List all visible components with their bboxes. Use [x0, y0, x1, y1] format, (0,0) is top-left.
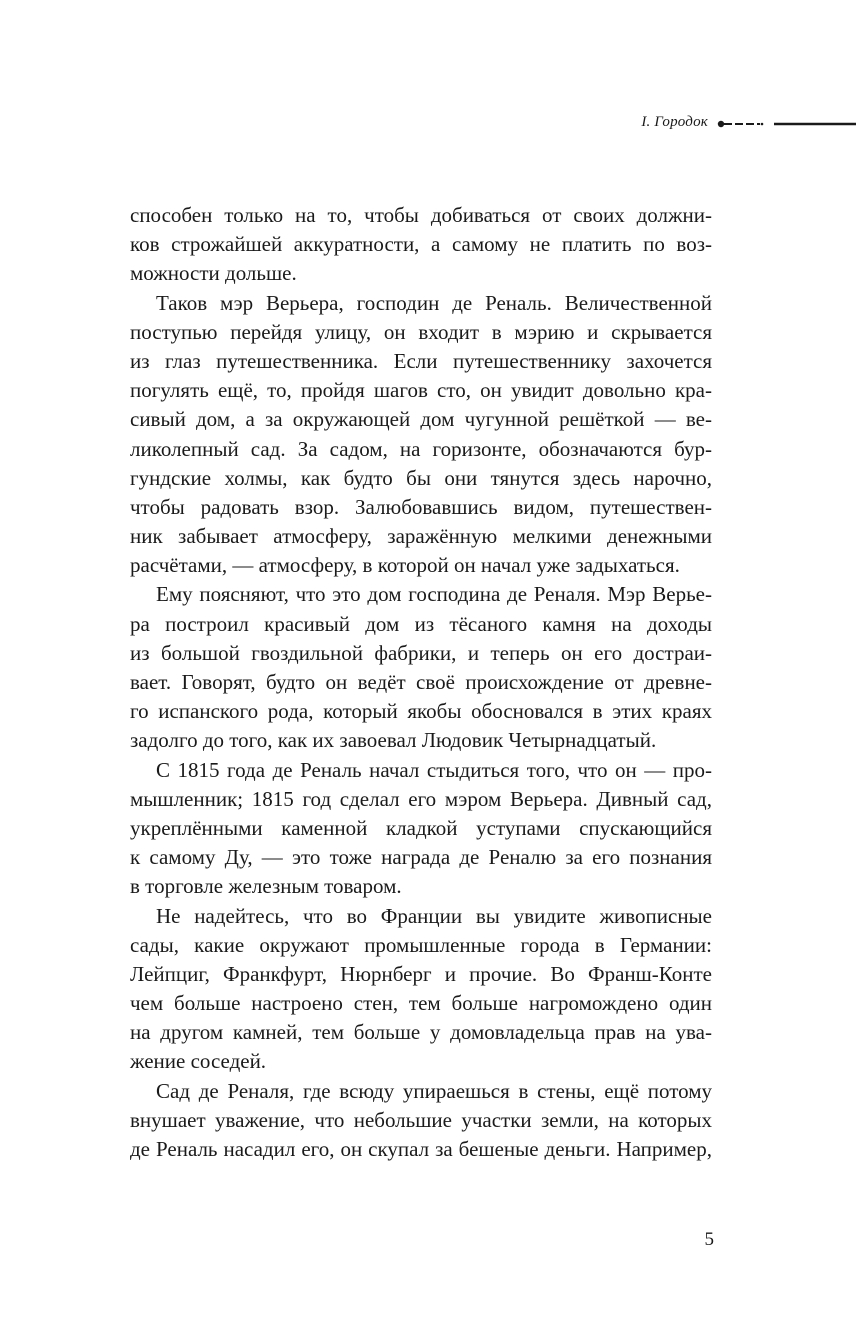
text-line: погулять ещё, то, пройдя шагов сто, он увидит довольно кра- [130, 378, 712, 403]
text-line: из большой гвоздильной фабрики, и теперь он его достраи- [130, 640, 712, 665]
text-line: на другом камней, тем больше у домовладельца прав на ува- [130, 1020, 712, 1045]
text-line: гундские холмы, как будто бы они тянутся здесь нарочно, [130, 465, 712, 490]
text-line: де Реналь насадил его, он скупал за бешеные деньги. Например, [130, 1137, 712, 1161]
text-line: Не надейтесь, что во Франции вы увидите живописные [156, 903, 712, 928]
text-line: задолго до того, как их завоевал Людовик Четырнадцатый. [130, 728, 657, 753]
header-rule-ornament-icon [716, 116, 856, 132]
text-line: сивый дом, а за окружающей дом чугунной решёткой — ве- [130, 407, 712, 432]
text-line: к самому Ду, — это тоже награда де Реналю за его познания [130, 845, 712, 870]
text-line: можности дольше. [130, 261, 297, 286]
text-line: ра построил красивый дом из тёсаного камня на доходы [130, 611, 712, 636]
text-line: в торговле железным товаром. [130, 874, 402, 899]
text-line: из глаз путешественника. Если путешественнику захочется [130, 348, 712, 373]
text-line: жение соседей. [130, 1049, 267, 1074]
text-line: Лейпциг, Франкфурт, Нюрнберг и прочие. Во Франш-Конте [130, 961, 712, 986]
running-head [0, 112, 856, 138]
text-line: ков строжайшей аккуратности, а самому не платить по воз- [130, 232, 712, 257]
chapter-title: I. Городок [641, 114, 708, 130]
text-line: Ему поясняют, что это дом господина де Реналя. Мэр Верье- [156, 582, 712, 607]
text-line: Сад де Реналя, где всюду упираешься в стены, ещё потому [156, 1078, 712, 1103]
text-line: Таков мэр Верьера, господин де Реналь. Величественной [156, 290, 712, 315]
text-line: сады, какие окружают промышленные города в Германии: [130, 932, 712, 957]
text-line: чтобы радовать взор. Залюбовавшись видом, путешествен- [130, 494, 712, 519]
text-line: вает. Говорят, будто он ведёт своё происхождение от древне- [130, 670, 712, 694]
page-number: 5 [704, 1229, 714, 1250]
text-line: ликолепный сад. За садом, на горизонте, обозначаются бур- [130, 436, 712, 461]
text-line: ник забывает атмосферу, заражённую мелкими денежными [130, 524, 712, 549]
text-line: С 1815 года де Реналь начал стыдиться того, что он — про- [156, 757, 712, 782]
text-line: внушает уважение, что небольшие участки земли, на которых [130, 1107, 712, 1132]
text-line: укреплёнными каменной кладкой уступами спускающийся [130, 815, 712, 840]
text-line: расчётами, — атмосферу, в которой он начал уже задыхаться. [130, 553, 680, 578]
text-line: способен только на то, чтобы добиваться от своих должни- [130, 203, 712, 227]
text-line: го испанского рода, который якобы обосновался в этих краях [130, 699, 712, 724]
body-text [130, 201, 712, 1164]
text-line: чем больше настроено стен, тем больше нагромождено один [130, 991, 712, 1016]
text-line: поступью перейдя улицу, он входит в мэрию и скрывается [130, 319, 712, 344]
text-line: мышленник; 1815 год сделал его мэром Верьера. Дивный сад, [130, 786, 712, 811]
